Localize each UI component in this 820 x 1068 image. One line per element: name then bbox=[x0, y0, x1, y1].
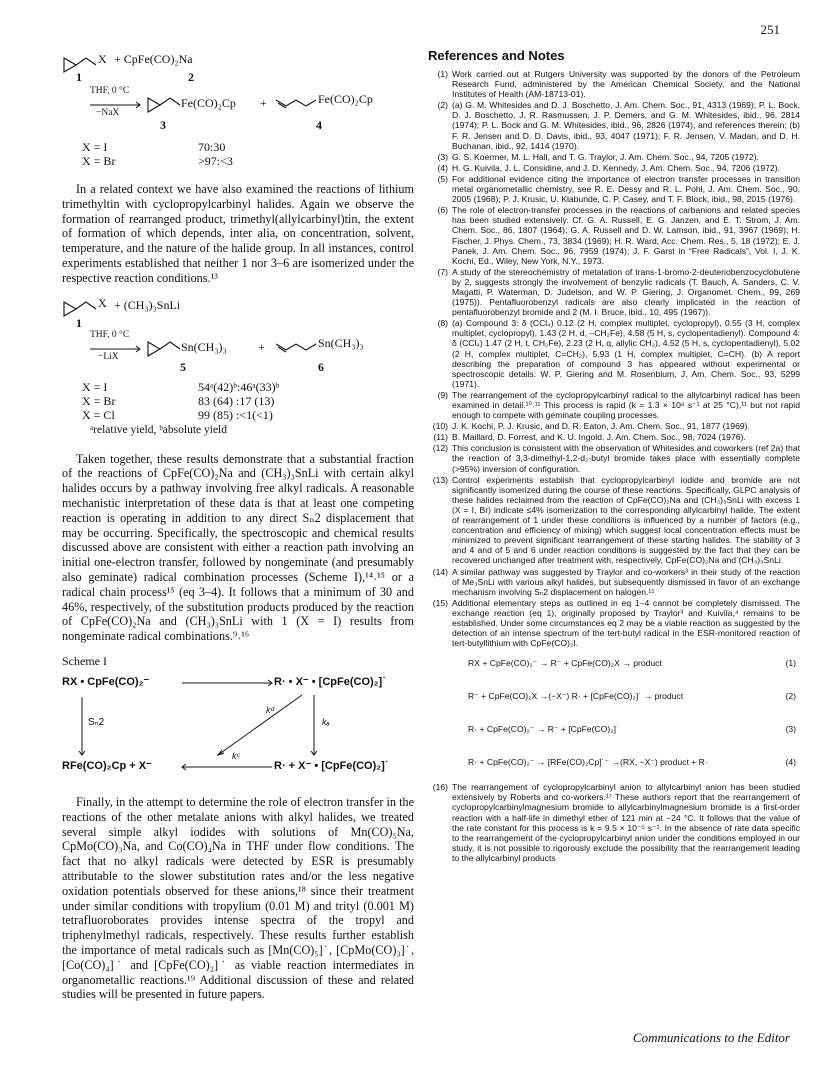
condition-top: THF, 0 °C bbox=[90, 86, 130, 96]
sn2-label: Sₙ2 bbox=[88, 716, 105, 728]
ka-label: kₐ bbox=[322, 716, 330, 727]
references-list bbox=[428, 69, 800, 648]
reference-item: (11) B. Maillard, D. Forrest, and K. U. Ingold, J. Am. Chem. Soc., 98, 7024 (1976). bbox=[433, 432, 746, 443]
scheme-1 bbox=[62, 48, 414, 194]
cyclopropyl-structure-3 bbox=[148, 98, 180, 112]
condition-bottom-2: −LiX bbox=[98, 351, 119, 362]
condition-bottom: −NaX bbox=[96, 108, 120, 118]
kc-label: kᶜ bbox=[232, 750, 240, 761]
compound-label-1b: 1 bbox=[76, 315, 82, 330]
cyclopropyl-structure-5 bbox=[148, 342, 180, 356]
kd-label: kᵈ bbox=[266, 704, 275, 715]
allyl-structure-6 bbox=[276, 344, 316, 352]
ratio-row: X = I 70:30 bbox=[82, 140, 226, 154]
reference-item: (12) This conclusion is consistent with the observation of Whitesides and coworkers (ref 2a) that the reaction of 3,3-dimethyl-1,2-d₂-butyl bromide takes place with essentially complete (>95%) inversion of configuration. bbox=[432, 443, 800, 474]
product-4-formula: Fe(CO)₂Cp bbox=[318, 92, 373, 106]
compound-label-1: 1 bbox=[76, 70, 82, 84]
scheme-2-x: X bbox=[98, 295, 107, 310]
compound-label-4: 4 bbox=[316, 118, 322, 132]
product-6-formula: Sn(CH₃)₃ bbox=[318, 335, 364, 350]
compound-label-5: 5 bbox=[180, 359, 186, 374]
compound-label-3: 3 bbox=[160, 118, 166, 132]
equation-3: R· + CpFe(CO)₂⁻ → R⁻ + [CpFe(CO)₂]˙ (3) bbox=[468, 724, 796, 735]
paragraph-3: Finally, in the attempt to determine the role of electron transfer in the reactions of the other metalate anions with alkyl halides, we treated several simple alkyl iodides with solutions of Mn(CO)₅Na, CpMo(CO)₃Na, and Co(CO)₄Na in THF under flow conditions. The fact that no alkyl radicals were detected by ESR is presumably attributable to the slower substitution rates and/or the less negative oxidation potentials observed for these anions,¹⁸ since their treatment under similar conditions with tropylium (0.01 M) and trityl (0.001 M) tetrafluoroborates provides intense spectra of the tropyl and triphenylmethyl radicals, respectively. These results further establish the importance of metal radicals such as [Mn(CO)₅]˙, [CpMo(CO)₃]˙, [Co(CO)₄]˙ and [CpFe(CO)₂]˙ as viable reaction intermediates in organometallic reactions.¹⁹ Additional discussion of these and related studies will be presented in future papers. bbox=[62, 794, 414, 1002]
reference-item: (7) A study of the stereochemistry of metalation of trans-1-bromo-2-deuteriobenzocyclobutene by 2, suggests strongly the involvement of benzylic radicals (T. Bauch, A. Sanders, C. V. Magatti, P. Waterman, D. Judelson, and W. P. Giering, J. Organomet. Chem., 99, 269 (1975)). Pentafluorobenzyl radicals are also clearly implicated in the reaction of pentafluorobenzyl bromide and 2 (M. I. Bruce, ibid., 10, 495 (1967)). bbox=[437, 266, 800, 318]
reference-item: (5) For additional evidence citing the importance of electron transfer processes in transition metal organometallic chemistry, see R. E. Dessy and R. L. Pohl, J. Am. Chem. Soc., 90, 2005 (1968); P. J. Krusic, U. Klabunde, C. P. Casey, and T. F. Block, ibid., 98, 2015 (1976). bbox=[437, 173, 800, 205]
equation-2: R⁻ + CpFe(CO)₂X →(−X⁻) R· + [CpFe(CO)₂]˙ → product (2) bbox=[468, 691, 796, 702]
reference-item: (8) (a) Compound 3: δ (CCl₄) 0.12 (2 H, complex multiplet, cyclopropyl), 0.55 (3 H, complex multiplet, cyclopropyl), 1.43 (2 H, d, –CH₂Fe), 4.58 (5 H, s, cyclopentadienyl). Compound 4: δ (CCl₄) 1.47 (2 H, t, CH₂Fe), 2.23 (2 H, q, allylic CH₂), 4.52 (5 H, s, cyclopentadienyl), 5.02 (2 H, complex multiplet, C=CH₂), 5.93 (1 H, complex multiplet, C=CH). (b) A report describing the preparation of compound 3 has appeared without experimental or spectroscopic details: W. P. Giering and M. Rosenblum, J. Am. Chem. Soc., 93, 5299 (1971). bbox=[437, 318, 800, 389]
reference-item: (16) The rearrangement of cyclopropylcarbinyl anion to allylcarbinyl anion has been studied extensively by Roberts and co-workers.¹⁷ These authors report that the rearrangement of cyclopropylcarbinylmagnesium bromide to allylcarbinylmagnesium bromide is a first-order reaction with a half-life in dimethyl ether of 121 min at −24 °C. It follows that the value of the rate constant for this process is k = 9.5 × 10⁻⁵ s⁻¹. In the absence of rate data specific to the rearrangement of the cyclopropylcarbinyl anion under the conditions employed in our study, it is not possible to rigorously exclude the possibility that the rearrangement leading to the allylcarbinyl products bbox=[432, 782, 800, 863]
compound-label-6: 6 bbox=[318, 359, 324, 374]
yield-row: X = Br 83 (64) :17 (13) bbox=[82, 393, 275, 408]
equations-block bbox=[428, 658, 800, 768]
scheme-i-top-left: RX • CpFe(CO)₂⁻ bbox=[62, 675, 150, 688]
product-3-formula: Fe(CO)₂Cp bbox=[181, 96, 236, 110]
scheme-i-diagram bbox=[62, 673, 414, 787]
reference-item: (6) The role of electron-transfer processes in the reactions of carbanions and related species has been studied extensively. Cf. G. A. Russell, E. G. Janzen, and E. T. Strom, J. Am. Chem. Soc., 86, 1807 (1964); G. A. Russell and D. W. Lamson, ibid., 91, 3967 (1969); H. Fischer, J. Phys. Chem., 73, 3834 (1969); H. R. Ward, Acc. Chem. Res., 5, 18 (1972); E. J. Panek, J. Am. Chem. Soc., 96, 7959 (1974); J. F. Garst in “Free Radicals”, Vol. I, J. K. Kochi, Ed., Wiley, New York, N.Y., 1973. bbox=[437, 205, 800, 266]
plus-sign-2: + bbox=[258, 339, 265, 354]
reference-item: (15) Additional elementary steps as outlined in eq 1–4 cannot be completely dismissed. The exchange reaction (eq 1), originally proposed by Traylor³ and Kuivila,⁴ remains to be established. Under some circumstances eq 2 may be a viable reaction as suggested by the detection of an intense spectrum of the tert-butyl radical in the ESR-monitored reaction of tert-butyllithium with CpFe(CO)₂I. bbox=[432, 597, 800, 649]
ratio-row: X = Br >97:<3 bbox=[82, 154, 233, 168]
reference-item: (1) Work carried out at Rutgers University was supported by the donors of the Petroleum Research Fund, administered by the American Chemical Society, and the National Institutes of Health (AM-18713-01). bbox=[437, 69, 800, 100]
scheme-2-yield-table bbox=[62, 380, 414, 444]
scheme-i-top-right: R· • X⁻ • [CpFe(CO)₂]˙ bbox=[274, 675, 386, 688]
plus-sign: + bbox=[260, 96, 267, 110]
paragraph-2: Taken together, these results demonstrate that a substantial fraction of the reactions of CpFe(CO)₂Na and (CH₃)₃SnLi with certain alkyl halides occurs by a pathway involving free alkyl radicals. A reasonable mechanistic interpretation of these data is that at least one competing reaction is operating in addition to any direct Sₙ2 displacement that may be occurring. Specifically, the spectroscopic and chemical results discussed above are consistent with either a reaction path involving an initial one-electron transfer, followed by nongeminate (and presumably also geminate) radical combination processes (Scheme I),¹⁴˒¹⁵ or a radical chain process¹⁵ (eq 3–4). It follows that a minimum of 30 and 46%, respectively, of the substitution products produced by the reaction of CpFe(CO)₂Na and (CH₃)₃SnLi with 1 (X = I) results from nongeminate radical combinations.⁹˒¹⁶ bbox=[62, 451, 414, 644]
journal-section-footer: Communications to the Editor bbox=[632, 1030, 790, 1045]
cyclopropyl-structure-1b bbox=[64, 302, 96, 316]
reference-item: (2) (a) G. M. Whitesides and D. J. Boschetto, J. Am. Chem. Soc., 91, 4313 (1969); P. L. Bock, D. J. Boschetto, J. R. Rasmussen, J. P. Demers, and G. M. Whitesides, ibid., 96, 2814 (1974); P. L. Bock and G. M. Whitesides, ibid., 96, 2826 (1974), and references therein; (b) F. R. Jensen and D. D. Davis, ibid., 93, 4047 (1971); F. R. Jensen, V. Madan, and D. H. Buchanan, ibid., 92, 1414 (1970). bbox=[437, 100, 800, 151]
scheme-1-ratio-table bbox=[62, 140, 414, 168]
reference-item: (14) A similar pathway was suggested by Traylor and co-workers³ in their study of the reaction of Me₃SnLi with various alkyl halides, but subsequently dismissed in favor of an exchange mechanism involving Sₙ2 displacement on halogen.¹⁵ bbox=[432, 566, 800, 597]
condition-top-2: THF, 0 °C bbox=[90, 329, 130, 340]
references-heading: References and Notes bbox=[428, 48, 565, 63]
yield-row: X = I 54ᵃ(42)ᵇ:46ᵃ(33)ᵇ bbox=[82, 379, 280, 394]
scheme-2-reagent: + (CH₃)₃SnLi bbox=[114, 297, 181, 312]
compound-label-2: 2 bbox=[188, 70, 194, 84]
yield-row: X = Cl 99 (85) :<1(<1) bbox=[82, 407, 273, 422]
scheme-1-x: X bbox=[98, 52, 107, 66]
product-5-formula: Sn(CH₃)₃ bbox=[181, 339, 227, 354]
reference-item: (3) G. S. Koermer, M. L. Hall, and T. G. Traylor, J. Am. Chem. Soc., 94, 7205 (1972). bbox=[437, 151, 759, 162]
reference-item: (13) Control experiments establish that cyclopropylcarbinyl iodide and bromide are not significantly isomerized during the course of these reactions. Specifically, GLPC analysis of these halides reclaimed from the reaction of CpFe(CO)₂Na and (CH₃)₃SnLi with excess 1 (X = I, Br) indicate ≤4% isomerization to the corresponding allylcarbinyl halide. The extent of rearrangement of 1 under these conditions is influenced by a number of factors (e.g., concentration and efficiency of mixing) which suggest local concentration effects must be minimized to prevent significant rearrangement of these starting halides. The stability of 3 and 4 and of 5 and 6 under reaction conditions is suggested by the fact that they can be recovered unchanged after treatment with, respectively, CpFe(CO)₂Na and (CH₃)₃SnLi. bbox=[432, 474, 800, 566]
scheme-1-reagent: + CpFe(CO)₂Na bbox=[114, 52, 193, 66]
allyl-structure-4 bbox=[276, 100, 316, 108]
scheme-i-title: Scheme I bbox=[62, 653, 107, 668]
equation-1: RX + CpFe(CO)₂⁻ → R⁻ + CpFe(CO)₂X → product (1) bbox=[468, 658, 796, 669]
scheme-i-bottom-left: RFe(CO)₂Cp + X⁻ bbox=[62, 759, 152, 772]
scheme-2 bbox=[62, 294, 414, 452]
page-number: 251 bbox=[760, 22, 780, 37]
yield-footnote: ᵃrelative yield, ᵇabsolute yield bbox=[90, 423, 227, 436]
right-column bbox=[428, 48, 800, 864]
reference-item: (10) J. K. Kochi, P. J. Krusic, and D. R. Eaton, J. Am. Chem. Soc., 91, 1877 (1969). bbox=[432, 421, 750, 432]
equation-4: R· + CpFe(CO)₂⁻ → [RFe(CO)₂Cp]˙⁻ →(RX, −X⁻) product + R· (4) bbox=[468, 757, 796, 768]
left-column bbox=[62, 48, 414, 1002]
scheme-i-bottom-right: R· + X⁻ • [CpFe(CO)₂]˙ bbox=[274, 759, 389, 772]
reference-item: (4) H. G. Kuivila, J. L. Considine, and J. D. Kennedy, J. Am. Chem. Soc., 94, 7206 (1972). bbox=[437, 162, 780, 173]
reference-item: (9) The rearrangement of the cyclopropylcarbinyl radical to the allylcarbinyl radical has been examined in detail.¹⁰˒¹¹ This process is rapid (k = 1.3 × 10⁸ s⁻¹ at 25 °C),¹¹ but not rapid enough to compete with geminate coupling processes. bbox=[437, 389, 800, 421]
paragraph-1: In a related context we have also examined the reactions of lithium trimethyltin with cyclopropylcarbinyl halides. Again we observe the formation of rearranged product, trimethyl(allylcarbinyl)tin, the extent of formation of which depends, inter alia, on concentration, solvent, temperature, and the nature of the halide group. In all instances, control experiments established that neither 1 nor 3–6 are isomerized under the respective reaction conditions.¹³ bbox=[62, 182, 414, 285]
